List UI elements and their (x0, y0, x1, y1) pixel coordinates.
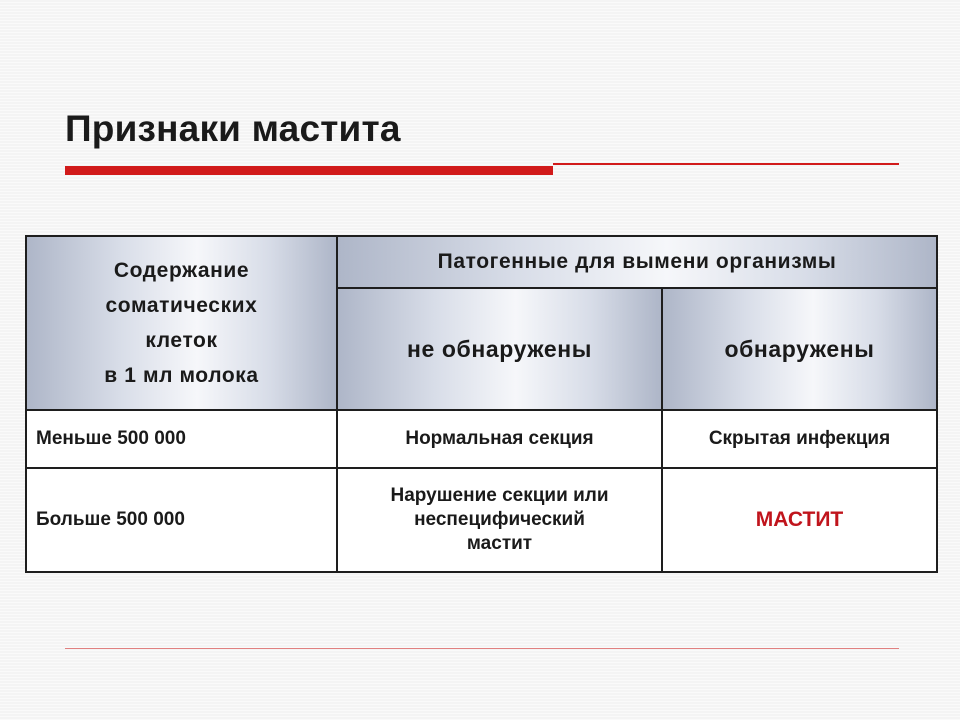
title-underline-thin (553, 163, 899, 165)
table-cell: Нормальная секция (337, 410, 662, 468)
title-underline-thick (65, 166, 553, 175)
somatic-cells-header-line: клеток (145, 329, 218, 352)
row-label: Меньше 500 000 (26, 410, 337, 468)
mastitis-diagnosis: МАСТИТ (662, 468, 937, 572)
detected-header: обнаружены (662, 288, 937, 410)
table-cell-line: неспецифический (414, 509, 585, 530)
somatic-cells-header-line: в 1 мл молока (104, 364, 259, 387)
somatic-cells-header-line: соматических (105, 294, 258, 317)
table-cell: Скрытая инфекция (662, 410, 937, 468)
somatic-cells-header (26, 236, 337, 410)
pathogens-group-header: Патогенные для вымени организмы (337, 236, 937, 288)
table-cell-line: Нарушение секции или (390, 485, 609, 506)
somatic-cells-header-line: Содержание (113, 259, 250, 282)
table-cell (337, 468, 662, 572)
slide-title: Признаки мастита (65, 108, 401, 149)
row-label: Больше 500 000 (26, 468, 337, 572)
footer-divider (65, 648, 899, 649)
mastitis-table (25, 235, 938, 573)
table-header-row (26, 236, 937, 288)
mastitis-table-container (25, 235, 936, 573)
table-row (26, 468, 937, 572)
table-row (26, 410, 937, 468)
table-cell-line: мастит (466, 533, 533, 554)
not-detected-header: не обнаружены (337, 288, 662, 410)
